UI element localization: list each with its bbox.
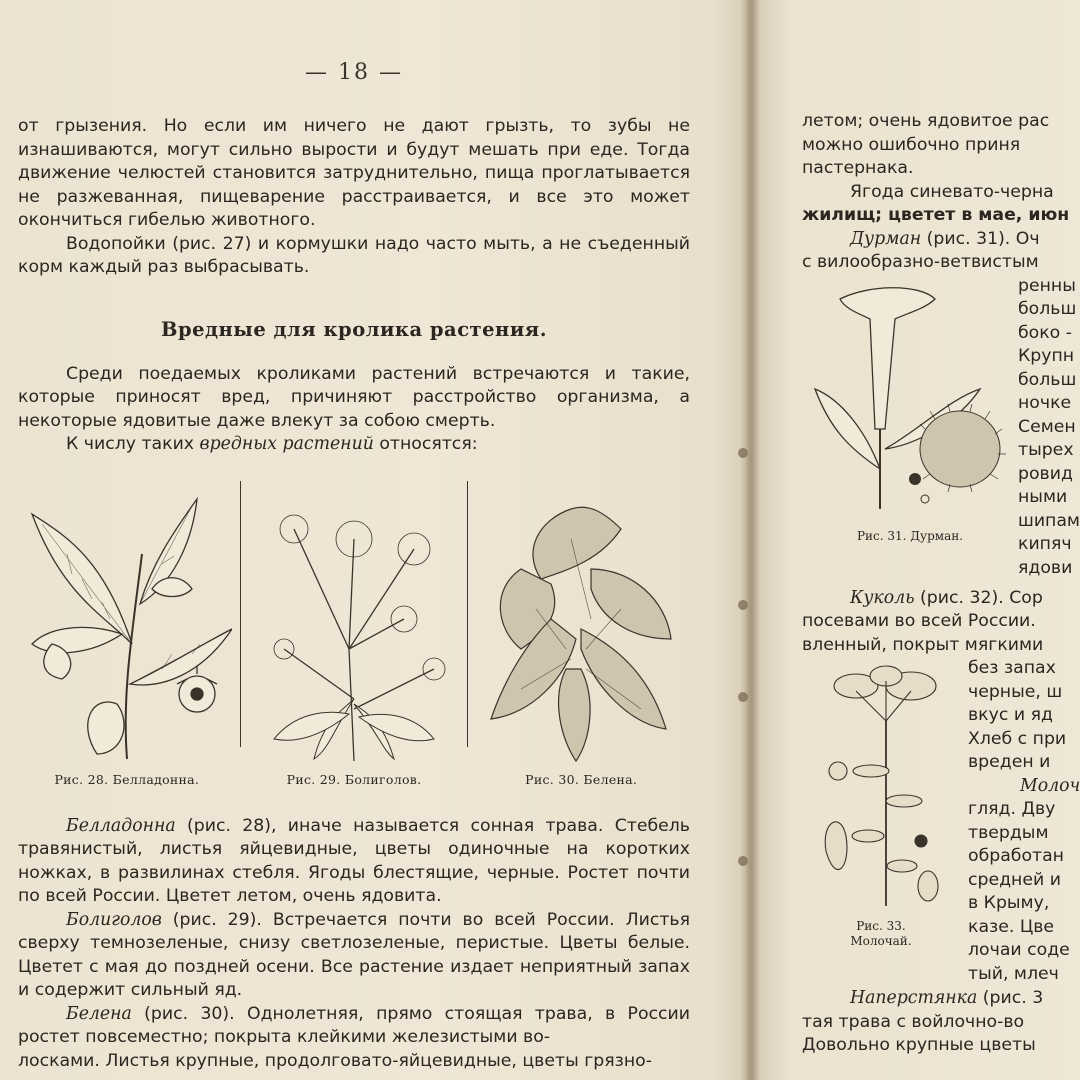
durman-side-text xyxy=(1018,275,1080,581)
figure-caption: Рис. 28. Белладонна. xyxy=(54,771,200,787)
figure-caption: Рис. 31. Дурман. xyxy=(856,528,964,543)
figure-caption: Рис. 29. Болиголов. xyxy=(286,771,422,787)
durman-block xyxy=(802,275,1080,587)
figure-caption: Рис. 33. Молочай. xyxy=(850,919,912,948)
belena-illustration xyxy=(481,499,681,764)
text-line: ядови xyxy=(1018,557,1073,578)
text-line: кипяч xyxy=(1018,534,1072,554)
binding-stitch xyxy=(738,692,748,702)
paragraph-kukol: Куколь (рис. 32). Сор xyxy=(850,587,1043,608)
text-line: летом; очень ядовитое рас xyxy=(802,111,1050,131)
text-line: жилищ; цветет в мае, июн xyxy=(802,205,1070,225)
paragraph-teeth: от грызения. Но если им ничего не дают грызть, то зубы не изнашиваются, могут сильно вырости и будут мешать при еде. Тогда движение челюстей становится затруднительно, пища проглатывается не разжеванная, пищеварение расстраивается, и все это может окончиться гибелью животного. xyxy=(18,116,690,230)
text-line: Молоч xyxy=(1020,775,1080,796)
text-line: Хлеб с при xyxy=(968,728,1067,749)
molochai-illustration xyxy=(816,661,946,911)
figure-durman xyxy=(810,279,1010,544)
durman-illustration xyxy=(810,279,1010,519)
binding-stitch xyxy=(738,448,748,458)
text-line: средней и xyxy=(968,869,1061,890)
text-line: Ягода синевато-черна xyxy=(850,181,1054,202)
text-line: обработан xyxy=(968,846,1064,866)
figure-belladonna xyxy=(18,475,236,787)
page-number: — 18 — xyxy=(305,60,403,85)
figure-boligolov xyxy=(245,475,463,787)
text-line: вкус и яд xyxy=(968,705,1053,725)
text-line: Семен xyxy=(1018,416,1076,437)
text-line: без запах xyxy=(968,658,1056,678)
text-line: шипам xyxy=(1018,510,1080,531)
text-line: посевами во всей России. xyxy=(802,611,1036,631)
text-line: тая трава с войлочно-во xyxy=(802,1011,1025,1032)
text-line: тый, млеч xyxy=(968,963,1059,984)
figure-molochai xyxy=(816,661,946,949)
text-line: лочаи соде xyxy=(968,940,1070,960)
text-line: боко - xyxy=(1018,322,1072,343)
text-line: ными xyxy=(1018,487,1068,507)
binding-stitch xyxy=(738,856,748,866)
section-heading: Вредные для кролика растения. xyxy=(161,317,547,341)
text-line: ночке xyxy=(1018,393,1072,413)
book-gutter xyxy=(740,0,760,1080)
binding-stitch xyxy=(738,600,748,610)
text-line: тырех xyxy=(1018,440,1074,460)
text-line: казе. Цве xyxy=(968,916,1055,937)
text-line: Крупн xyxy=(1018,346,1075,366)
paragraph-harmful-intro: Среди поедаемых кроликами растений встречаются и такие, которые приносят вред, причиняют расстройство организма, а некоторые ядовитые даже влекут за собою смерть. xyxy=(18,363,690,431)
text-line: ровид xyxy=(1018,463,1073,484)
text-line: черные, ш xyxy=(968,681,1063,702)
molochai-side-text xyxy=(968,657,1080,986)
text-line: гляд. Дву xyxy=(968,799,1056,819)
paragraph-boligolov: Болиголов (рис. 29). Встречается почти во всей России. Листья сверху темнозеленые, снизу светлозеленые, перистые. Цветы белые. Цветет с мая до поздней осени. Все растение издает неприятный запах и содержит сильный яд. xyxy=(18,909,690,1000)
text-line: больш xyxy=(1018,299,1077,319)
paragraph-durman: Дурман (рис. 31). Оч xyxy=(850,228,1040,249)
paragraph-belena-cut: лосками. Листья крупные, продолговато-яйцевидные, цветы грязно- xyxy=(18,1050,652,1071)
paragraph-list-intro: К числу таких вредных растений относятся: xyxy=(66,434,478,454)
text-line: с вилообразно-ветвистым xyxy=(802,252,1039,272)
text-line: ренны xyxy=(1018,275,1076,296)
paragraph-feeders: Водопойки (рис. 27) и кормушки надо часто мыть, а не съеденный корм каждый раз выбрасывать. xyxy=(18,233,690,277)
boligolov-illustration xyxy=(254,499,454,764)
molochai-block xyxy=(802,657,1080,987)
figure-divider xyxy=(467,481,469,747)
figure-divider xyxy=(240,481,242,747)
paragraph-belena: Белена (рис. 30). Однолетняя, прямо стоящая трава, в России ростет повсеместно; покрыта клейкими железистыми во- xyxy=(18,1003,690,1047)
figure-row xyxy=(18,475,690,787)
text-line: Довольно крупные цветы xyxy=(802,1035,1036,1055)
text-line: в Крыму, xyxy=(968,893,1050,913)
text-line: можно ошибочно приня xyxy=(802,134,1021,155)
belladonna-illustration xyxy=(22,494,232,764)
text-line: пастернака. xyxy=(802,158,914,178)
paragraph-belladonna: Белладонна (рис. 28), иначе называется сонная трава. Стебель травянистый, листья яйцевидные, цветы одиночные на коротких ножках, в развилинах стебля. Ягоды блестящие, черные. Ростет почти по всей России. Цветет летом, очень ядовита. xyxy=(18,815,690,906)
figure-belena xyxy=(472,475,690,787)
right-page xyxy=(802,110,1080,1058)
figure-caption: Рис. 30. Белена. xyxy=(525,771,638,787)
text-line: вленный, покрыт мягкими xyxy=(802,634,1044,655)
paragraph-naperstyanka: Наперстянка (рис. 3 xyxy=(850,988,1044,1008)
left-page xyxy=(18,60,690,1073)
text-line: твердым xyxy=(968,822,1049,843)
text-line: больш xyxy=(1018,369,1077,390)
text-line: вреден и xyxy=(968,752,1051,772)
